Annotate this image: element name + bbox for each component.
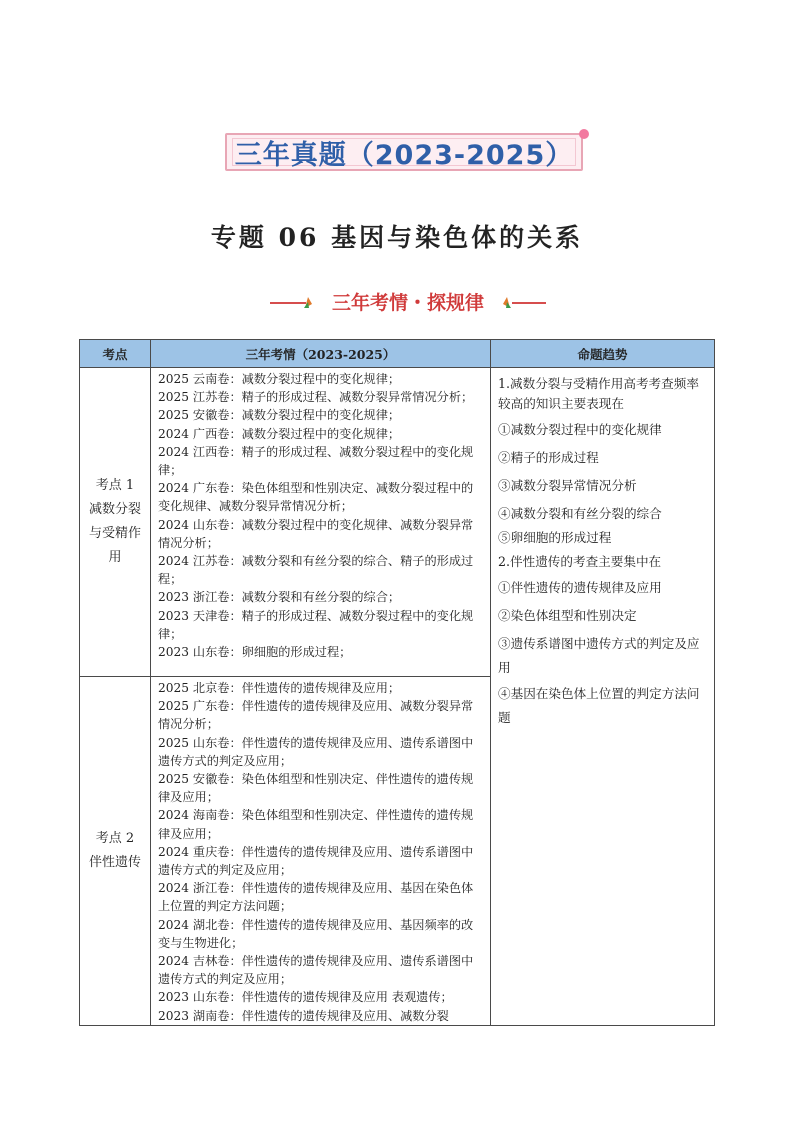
exam-item: 2025 安徽卷：染色体组型和性别决定、伴性遗传的遗传规律及应用； [158, 772, 474, 805]
header-exam-history: 三年考情（2023-2025） [151, 340, 491, 368]
section-line-left [270, 302, 306, 304]
trend-item: ⑤卵细胞的形成过程 [498, 530, 612, 545]
exam-item: 2025 北京卷：伴性遗传的遗传规律及应用； [158, 681, 401, 695]
page-title: 专题 06 基因与染色体的关系 [210, 223, 584, 252]
trend-item: ①伴性遗传的遗传规律及应用 [498, 580, 662, 595]
table-header-row [80, 340, 715, 368]
section-heading-text: 三年考情・探规律 [331, 292, 484, 314]
exam-item: 2023 山东卷：卵细胞的形成过程； [158, 645, 352, 660]
exam-item: 2023 山东卷：伴性遗传的遗传规律及应用 表观遗传； [158, 990, 453, 1005]
exam-item: 2023 天津卷：精子的形成过程、减数分裂过程中的变化规律； [158, 608, 474, 641]
trend-item: ②染色体组型和性别决定 [498, 608, 637, 623]
trend-item: ③减数分裂异常情况分析 [498, 478, 637, 493]
exam-item: 2023 湖南卷：伴性遗传的遗传规律及应用、减数分裂 [158, 1008, 449, 1023]
exam-item: 2025 广东卷：伴性遗传的遗传规律及应用、减数分裂异常情况分析； [158, 699, 474, 732]
exam-item: 2025 江苏卷：精子的形成过程、减数分裂异常情况分析； [158, 390, 474, 405]
exam-item: 2023 浙江卷：减数分裂和有丝分裂的综合； [158, 590, 401, 605]
exam-item: 2024 江西卷：精子的形成过程、减数分裂过程中的变化规律； [158, 444, 474, 478]
exam-item: 2025 云南卷：减数分裂过程中的变化规律； [158, 372, 401, 386]
exam-item: 2024 江苏卷：减数分裂和有丝分裂的综合、精子的形成过程； [158, 554, 474, 587]
exam-item: 2024 吉林卷：伴性遗传的遗传规律及应用、遗传系谱图中遗传方式的判定及应用； [158, 954, 474, 987]
header-kaodian: 考点 [80, 340, 151, 368]
trend-item: ③遗传系谱图中遗传方式的判定及应用 [498, 636, 700, 675]
banner-text: 三年真题（2023-2025） [234, 139, 574, 171]
trend-item: ①减数分裂过程中的变化规律 [498, 422, 662, 437]
trend-intro: 2.伴性遗传的考查主要集中在 [498, 554, 662, 569]
exam-item: 2024 山东卷：减数分裂过程中的变化规律、减数分裂异常情况分析； [158, 517, 474, 550]
exam-item: 2024 湖北卷：伴性遗传的遗传规律及应用、基因频率的改变与生物进化； [158, 917, 474, 950]
trend-cell [491, 368, 715, 1026]
exam-item: 2024 重庆卷：伴性遗传的遗传规律及应用、遗传系谱图中遗传方式的判定及应用； [158, 844, 474, 878]
header-trend: 命题趋势 [491, 340, 715, 368]
exam-item: 2024 广东卷：染色体组型和性别决定、减数分裂过程中的变化规律、减数分裂异常情况分析； [158, 481, 474, 514]
title-banner [225, 133, 583, 171]
exam-item: 2024 广西卷：减数分裂过程中的变化规律； [158, 426, 401, 441]
table-row [80, 368, 715, 677]
trend-item: ④基因在染色体上位置的判定方法问题 [498, 686, 700, 725]
leaf-deco-left-icon [303, 296, 313, 309]
banner-inner-frame [232, 138, 576, 171]
kaodian-number: 考点 2 [95, 830, 135, 846]
kaodian-cell-1 [80, 368, 151, 677]
exam-item: 2024 浙江卷：伴性遗传的遗传规律及应用、基因在染色体上位置的判定方法问题； [158, 881, 474, 914]
section-heading [0, 287, 794, 317]
trend-item: ②精子的形成过程 [498, 450, 599, 465]
trend-intro: 1.减数分裂与受精作用高考考查频率较高的知识主要表现在 [498, 376, 699, 411]
exam-list-cell-2 [151, 677, 491, 1026]
exam-item: 2025 山东卷：伴性遗传的遗传规律及应用、遗传系谱图中遗传方式的判定及应用； [158, 735, 474, 768]
exam-item: 2024 海南卷：染色体组型和性别决定、伴性遗传的遗传规律及应用； [158, 808, 474, 841]
trend-item: ④减数分裂和有丝分裂的综合 [498, 506, 662, 521]
kaodian-name: 伴性遗传 [88, 854, 141, 870]
exam-list-cell-1 [151, 368, 491, 677]
exam-analysis-table [79, 339, 715, 1026]
section-line-right [512, 302, 546, 304]
banner-dot-decoration [579, 129, 589, 139]
kaodian-cell-2 [80, 677, 151, 1026]
leaf-deco-right-icon [502, 296, 512, 309]
kaodian-name: 减数分裂与受精作用 [88, 502, 141, 565]
exam-item: 2025 安徽卷：减数分裂过程中的变化规律； [158, 408, 401, 423]
kaodian-number: 考点 1 [95, 478, 135, 493]
